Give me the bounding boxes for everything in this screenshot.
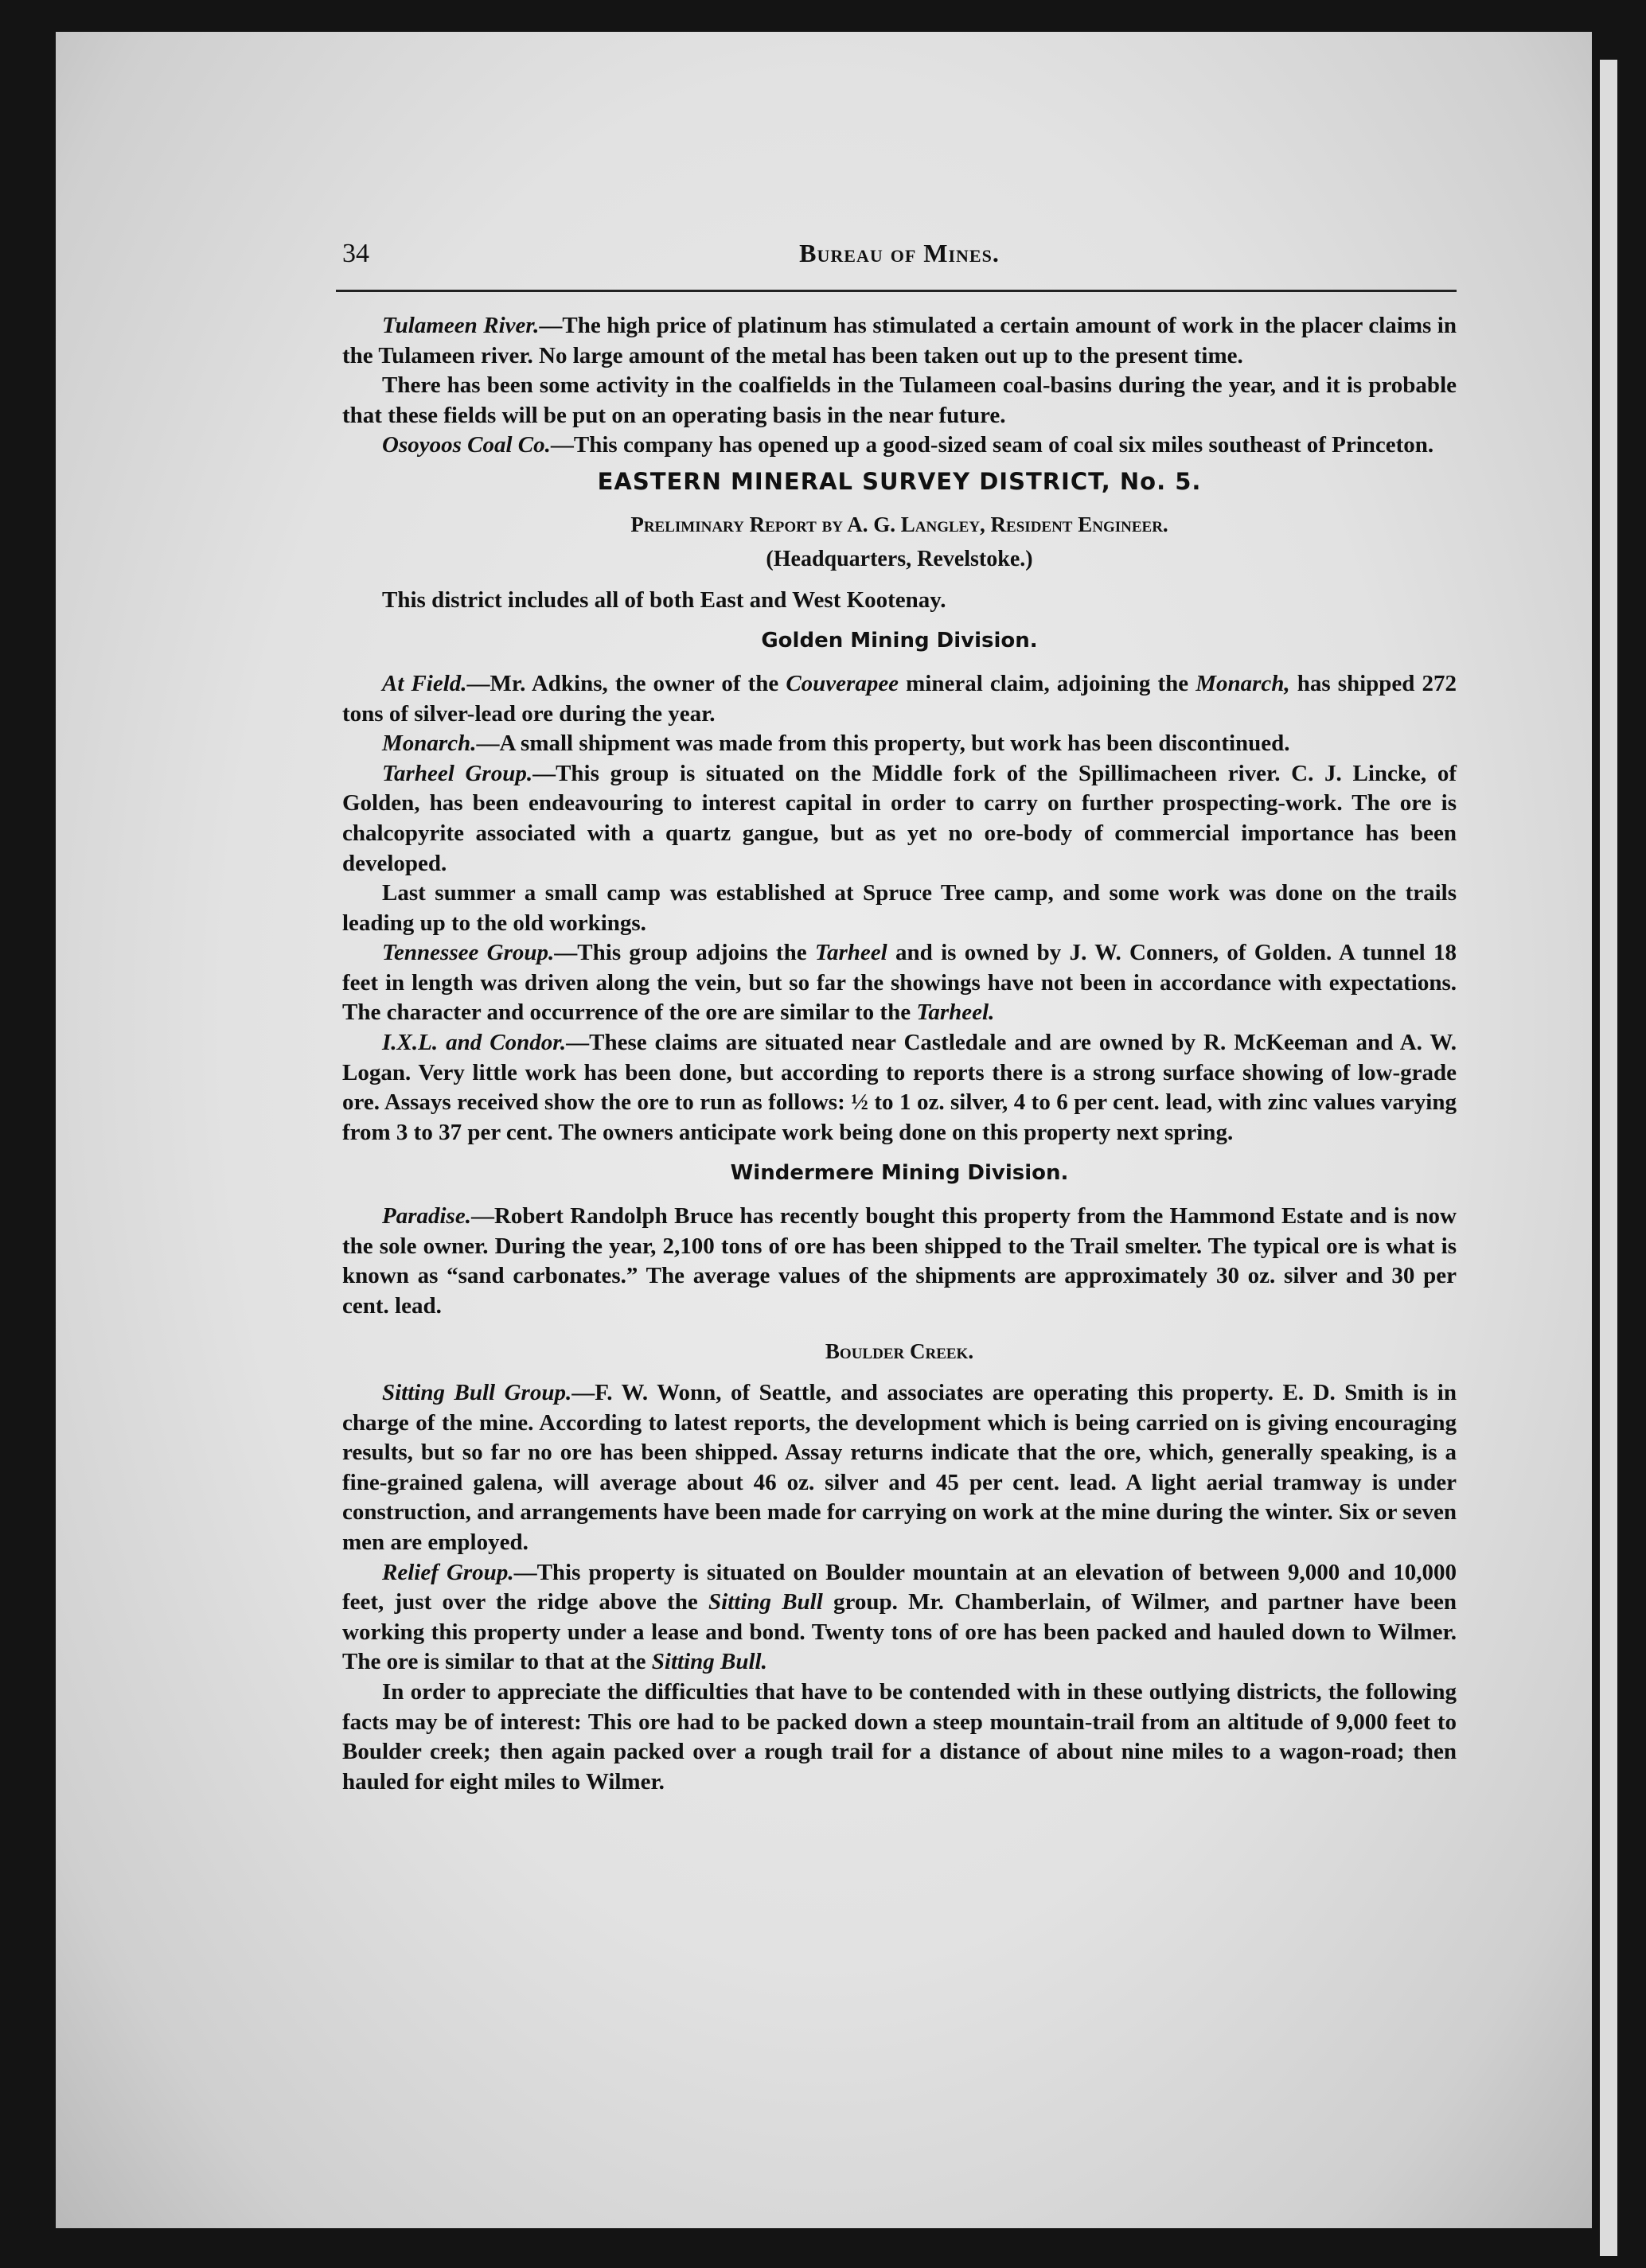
boulder-creek-heading: Boulder Creek. bbox=[825, 1339, 974, 1364]
paragraph-lead: At Field. bbox=[382, 670, 467, 696]
property-reference: Tarheel. bbox=[916, 1000, 995, 1026]
paragraph-tulameen-river bbox=[342, 311, 1457, 371]
paragraph-ixl-condor bbox=[342, 1028, 1457, 1148]
property-reference: Tarheel bbox=[814, 940, 887, 966]
paragraph-text: —Mr. Adkins, the owner of the bbox=[466, 670, 786, 696]
paragraph-text: —This company has opened up a good-sized seam of coal six miles southeast of Princeton. bbox=[550, 432, 1434, 458]
paragraph-relief-group bbox=[342, 1558, 1457, 1678]
page-body bbox=[342, 239, 1457, 1797]
district-heading: EASTERN MINERAL SURVEY DISTRICT, No. 5. bbox=[597, 467, 1202, 495]
property-reference: Sitting Bull. bbox=[651, 1649, 767, 1675]
paragraph-monarch bbox=[342, 729, 1457, 759]
paragraph-district-scope bbox=[342, 586, 1457, 616]
paragraph-lead: Osoyoos Coal Co. bbox=[382, 432, 551, 458]
paragraph-spruce-tree-camp bbox=[342, 879, 1457, 938]
paragraph-text: —This group adjoins the bbox=[554, 940, 815, 966]
windermere-division-heading: Windermere Mining Division. bbox=[730, 1161, 1069, 1186]
paragraph-text: This district includes all of both East and West Kootenay. bbox=[382, 586, 946, 613]
report-byline: Preliminary Report by A. G. Langley, Resident Engineer. bbox=[630, 512, 1168, 536]
paragraph-text: —A small shipment was made from this property, but work has been discontinued. bbox=[476, 731, 1290, 757]
paragraph-text: —This group is situated on the Middle fork of the Spillimacheen river. C. J. Lincke, of Golden, has been endeavouring to interest capital in order to carry on further prospecting-work. The ore is chalcopyrite associated with a quartz gangue, but as yet no ore-body of commercial importance has been developed. bbox=[342, 760, 1457, 876]
paragraph-text: mineral claim, adjoining the bbox=[899, 670, 1196, 696]
paragraph-lead: Tulameen River. bbox=[382, 313, 540, 338]
running-title: Bureau of Mines. bbox=[799, 239, 1000, 267]
paragraph-lead: Sitting Bull Group. bbox=[382, 1380, 572, 1405]
paragraph-text: —This property is situated on Boulder mountain at an elevation of between 9,000 and 10,000 feet, just over the ridge above the bbox=[342, 1559, 1457, 1615]
paragraph-difficulties bbox=[342, 1678, 1457, 1797]
paragraph-coalfields bbox=[342, 371, 1457, 431]
golden-division-heading: Golden Mining Division. bbox=[761, 629, 1038, 653]
paragraph-text: —These claims are situated near Castledale and are owned by R. McKeeman and A. W. Logan. Very little work has been done, but according to reports there is a strong surface showing of low-grade ore. Assays received show the ore to run as follows: ½ to 1 oz. silver, 4 to 6 per cent. lead, with zinc values varying from 3 to 37 per cent. The owners anticipate work being done on this property next spring. bbox=[342, 1030, 1457, 1145]
paragraph-lead: I.X.L. and Condor. bbox=[382, 1030, 567, 1056]
paragraph-tarheel-group bbox=[342, 759, 1457, 879]
paragraph-text: There has been some activity in the coalfields in the Tulameen coal-basins during the year, and it is probable that these fields will be put on an operating basis in the near future. bbox=[342, 372, 1457, 428]
paragraph-lead: Tarheel Group. bbox=[382, 760, 533, 786]
paragraph-text: —The high price of platinum has stimulated a certain amount of work in the placer claims in the Tulameen river. No large amount of the metal has been taken out up to the present time. bbox=[342, 313, 1457, 368]
paragraph-tennessee-group bbox=[342, 938, 1457, 1028]
paragraph-text: has shipped 272 tons of silver-lead ore during the year. bbox=[342, 670, 1457, 727]
property-reference: Monarch, bbox=[1195, 670, 1290, 696]
adjacent-page-edge bbox=[1600, 60, 1617, 2256]
paragraph-text: Last summer a small camp was established at Spruce Tree camp, and some work was done on the trails leading up to the old workings. bbox=[342, 880, 1457, 936]
paragraph-lead: Monarch. bbox=[382, 731, 477, 757]
property-reference: Sitting Bull bbox=[708, 1589, 823, 1615]
page-header bbox=[342, 239, 1457, 286]
paragraph-paradise bbox=[342, 1202, 1457, 1321]
header-rule bbox=[336, 290, 1457, 292]
page-number: 34 bbox=[342, 239, 369, 268]
paragraph-osoyoos-coal bbox=[342, 431, 1457, 461]
paragraph-lead: Paradise. bbox=[382, 1203, 471, 1229]
paragraph-text: In order to appreciate the difficulties that have to be contended with in these outlying districts, the following facts may be of interest: This ore had to be packed down a steep mountain-trail from an altitude of 9,000 feet to Boulder creek; then again packed over a rough trail for a distance of about nine miles to a wagon-road; then hauled for eight miles to Wilmer. bbox=[342, 1678, 1457, 1795]
claim-name: Couverapee bbox=[786, 670, 899, 696]
paragraph-at-field bbox=[342, 669, 1457, 729]
paragraph-lead: Relief Group. bbox=[382, 1559, 514, 1585]
paragraph-lead: Tennessee Group. bbox=[382, 940, 555, 966]
headquarters-line: (Headquarters, Revelstoke.) bbox=[766, 547, 1033, 572]
paragraph-text: —F. W. Wonn, of Seattle, and associates are operating this property. E. D. Smith is in charge of the mine. According to latest reports, the development which is being carried on is giving encouraging results, but so far no ore has been shipped. Assay returns indicate that the ore, which, generally speaking, is a fine-grained galena, will average about 46 oz. silver and 45 per cent. lead. A light aerial tramway is under construction, and arrangements have been made for carrying on work at the mine during the winter. Six or seven men are employed. bbox=[342, 1380, 1457, 1555]
paragraph-text: and is owned by J. W. Conners, of Golden. A tunnel 18 feet in length was driven along the vein, but so far the showings have not been in accordance with expectations. The character and occurrence of the ore are similar to the bbox=[342, 940, 1457, 1026]
paragraph-sitting-bull-group bbox=[342, 1378, 1457, 1558]
paragraph-text: group. Mr. Chamberlain, of Wilmer, and partner have been working this property under a lease and bond. Twenty tons of ore has been packed and hauled down to Wilmer. The ore is similar to that at the bbox=[342, 1589, 1457, 1675]
paragraph-text: —Robert Randolph Bruce has recently bought this property from the Hammond Estate and is now the sole owner. During the year, 2,100 tons of ore has been shipped to the Trail smelter. The typical ore is what is known as “sand carbonates.” The average values of the shipments are approximately 30 oz. silver and 30 per cent. lead. bbox=[342, 1203, 1457, 1319]
